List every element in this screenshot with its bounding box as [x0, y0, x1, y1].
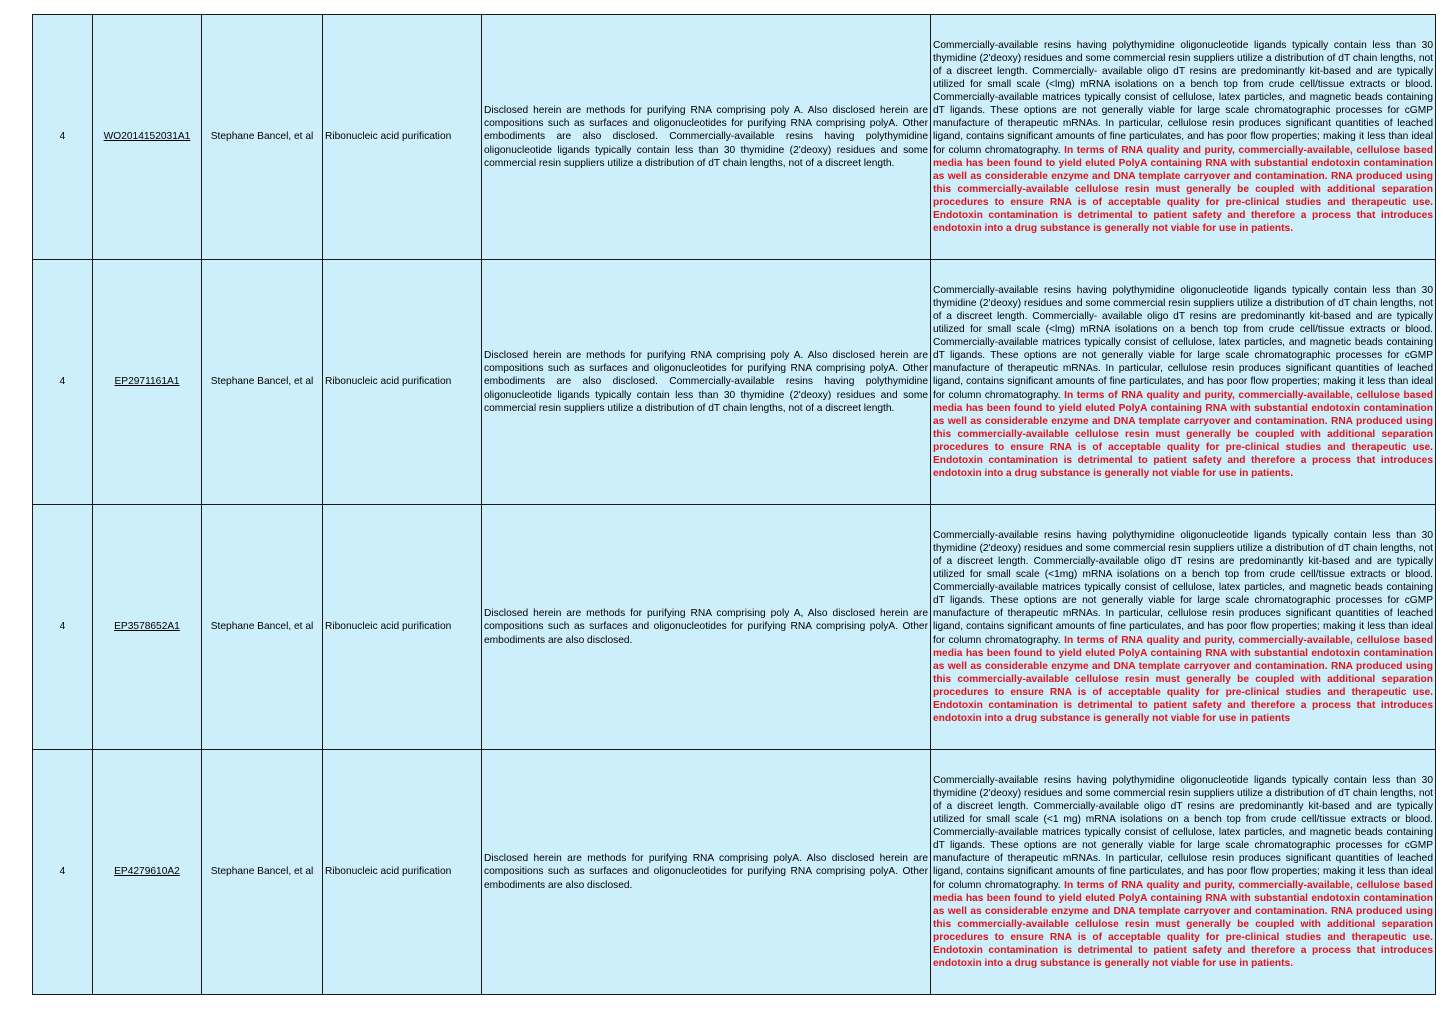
- table-row: [33, 505, 1436, 750]
- notes-highlight: In terms of RNA quality and purity, commercially-available, cellulose based media has been found to yield eluted PolyA containing RNA with substantial endotoxin contamination as well as considerable enzyme and DNA template carryover and contamination. RNA produced using this commercially-available cellulose resin must generally be coupled with additional separation procedures to ensure RNA is of acceptable quality for pre-clinical studies and therapeutic use. Endotoxin contamination is detrimental to patient safety and therefore a process that introduces endotoxin into a drug substance is generally not viable for use in patients.: [933, 389, 1433, 480]
- inventors-cell: Stephane Bancel, et al: [202, 505, 323, 750]
- patent-table: [32, 14, 1436, 995]
- abstract-cell: Disclosed herein are methods for purifying RNA comprising poly A. Also disclosed herein are compositions such as surfaces and oligonucleotides for purifying RNA comprising polyA. Other embodiments are also disclosed. Commercially-available resins having polythymidine oligonucleotide ligands typically contain less than 30 thymidine (2'deoxy) residues and some commercial resin suppliers utilize a distribution of dT chain lengths, not of a discreet length.: [482, 260, 931, 505]
- publication-link[interactable]: EP3578652A1: [114, 621, 180, 633]
- table-row: [33, 260, 1436, 505]
- notes-text: Commercially-available resins having polythymidine oligonucleotide ligands typically contain less than 30 thymidine (2'deoxy) residues and some commercial resin suppliers utilize a distribution of dT chain lengths, not of a discreet length. Commercially-available oligo dT resins are predominantly kit-based and are typically utilized for small scale (<1mg) mRNA isolations on a bench top from crude cell/tissue extracts or blood. Commercially-available matrices typically consist of cellulose, latex particles, and magnetic beads containing dT ligands. These options are not generally viable for large scale chromatographic processes for cGMP manufacture of therapeutic mRNAs. In particular, cellulose resin produces significant quantities of leached ligand, contains significant amounts of fine particulates, and has poor flow properties; making it less than ideal for column chromatography.: [933, 529, 1433, 646]
- title-cell: Ribonucleic acid purification: [323, 750, 482, 995]
- title-cell: Ribonucleic acid purification: [323, 15, 482, 260]
- publication-link[interactable]: WO2014152031A1: [103, 131, 191, 143]
- row-number: 4: [33, 505, 93, 750]
- notes-cell: [931, 505, 1436, 750]
- notes-text: Commercially-available resins having polythymidine oligonucleotide ligands typically contain less than 30 thymidine (2'deoxy) residues and some commercial resin suppliers utilize a distribution of dT chain lengths, not of a discreet length. Commercially- available oligo dT resins are predominantly kit-based and are typically utilized for small scale (<lmg) mRNA isolations on a bench top from crude cell/tissue extracts or blood. Commercially-available matrices typically consist of cellulose, latex particles, and magnetic beads containing dT ligands. These options are not generally viable for large scale chromatographic processes for cGMP manufacture of therapeutic mRNAs. In particular, cellulose resin produces significant quantities of leached ligand, contains significant amounts of fine particulates, and has poor flow properties; making it less than ideal for column chromatography.: [933, 39, 1433, 156]
- notes-text: Commercially-available resins having polythymidine oligonucleotide ligands typically contain less than 30 thymidine (2'deoxy) residues and some commercial resin suppliers utilize a distribution of dT chain lengths, not of a discreet length. Commercially-available oligo dT resins are predominantly kit-based and are typically utilized for small scale (<1 mg) mRNA isolations on a bench top from crude cell/tissue extracts or blood. Commercially-available matrices typically consist of cellulose, latex particles, and magnetic beads containing dT ligands. These options are not generally viable for large scale chromatographic processes for cGMP manufacture of therapeutic mRNAs. In particular, cellulose resin produces significant quantities of leached ligand, contains significant amounts of fine particulates, and has poor flow properties; making it less than ideal for column chromatography.: [933, 774, 1433, 891]
- table-row: [33, 750, 1436, 995]
- inventors-cell: Stephane Bancel, et al: [202, 15, 323, 260]
- abstract-cell: Disclosed herein are methods for purifying RNA comprising poly A, Also disclosed herein are compositions such as surfaces and oligonucleotides for purifying RNA comprising polyA. Other embodiments are also disclosed.: [482, 505, 931, 750]
- notes-highlight: In terms of RNA quality and purity, commercially-available, cellulose based media has been found to yield eluted PolyA containing RNA with substantial endotoxin contamination as well as considerable enzyme and DNA template carryover and contamination. RNA produced using this commercially-available cellulose resin must generally be coupled with additional separation procedures to ensure RNA is of acceptable quality for pre-clinical studies and therapeutic use. Endotoxin contamination is detrimental to patient safety and therefore a process that introduces endotoxin into a drug substance is generally not viable for use in patients: [933, 634, 1433, 725]
- publication-link[interactable]: EP4279610A2: [114, 866, 180, 878]
- notes-highlight: In terms of RNA quality and purity, commercially-available, cellulose based media has been found to yield eluted PolyA containing RNA with substantial endotoxin contamination as well as considerable enzyme and DNA template carryover and contamination. RNA produced using this commercially-available cellulose resin must generally be coupled with additional separation procedures to ensure RNA is of acceptable quality for pre-clinical studies and therapeutic use. Endotoxin contamination is detrimental to patient safety and therefore a process that introduces endotoxin into a drug substance is generally not viable for use in patients.: [933, 879, 1433, 970]
- notes-highlight: In terms of RNA quality and purity, commercially-available, cellulose based media has been found to yield eluted PolyA containing RNA with substantial endotoxin contamination as well as considerable enzyme and DNA template carryover and contamination. RNA produced using this commercially-available cellulose resin must generally be coupled with additional separation procedures to ensure RNA is of acceptable quality for pre-clinical studies and therapeutic use. Endotoxin contamination is detrimental to patient safety and therefore a process that introduces endotoxin into a drug substance is generally not viable for use in patients.: [933, 144, 1433, 235]
- notes-cell: [931, 750, 1436, 995]
- publication-link[interactable]: EP2971161A1: [114, 376, 180, 388]
- title-cell: Ribonucleic acid purification: [323, 505, 482, 750]
- notes-cell: [931, 260, 1436, 505]
- title-cell: Ribonucleic acid purification: [323, 260, 482, 505]
- abstract-cell: Disclosed herein are methods for purifying RNA comprising poly A. Also disclosed herein are compositions such as surfaces and oligonucleotides for purifying RNA comprising polyA. Other embodiments are also disclosed. Commercially-available resins having polythymidine oligonucleotide ligands typically contain less than 30 thymidine (2'deoxy) residues and some commercial resin suppliers utilize a distribution of dT chain lengths, not of a discreet length.: [482, 15, 931, 260]
- abstract-cell: Disclosed herein are methods for purifying RNA comprising polyA. Also disclosed herein are compositions such as surfaces and oligonucleotides for purifying RNA comprising polyA. Other embodiments are also disclosed.: [482, 750, 931, 995]
- row-number: 4: [33, 15, 93, 260]
- row-number: 4: [33, 750, 93, 995]
- table-row: [33, 15, 1436, 260]
- inventors-cell: Stephane Bancel, et al: [202, 260, 323, 505]
- row-number: 4: [33, 260, 93, 505]
- notes-text: Commercially-available resins having polythymidine oligonucleotide ligands typically contain less than 30 thymidine (2'deoxy) residues and some commercial resin suppliers utilize a distribution of dT chain lengths, not of a discreet length. Commercially- available oligo dT resins are predominantly kit-based and are typically utilized for small scale (<lmg) mRNA isolations on a bench top from crude cell/tissue extracts or blood. Commercially-available matrices typically consist of cellulose, latex particles, and magnetic beads containing dT ligands. These options are not generally viable for large scale chromatographic processes for cGMP manufacture of therapeutic mRNAs. In particular, cellulose resin produces significant quantities of leached ligand, contains significant amounts of fine particulates, and has poor flow properties; making it less than ideal for column chromatography.: [933, 284, 1433, 401]
- notes-cell: [931, 15, 1436, 260]
- inventors-cell: Stephane Bancel, et al: [202, 750, 323, 995]
